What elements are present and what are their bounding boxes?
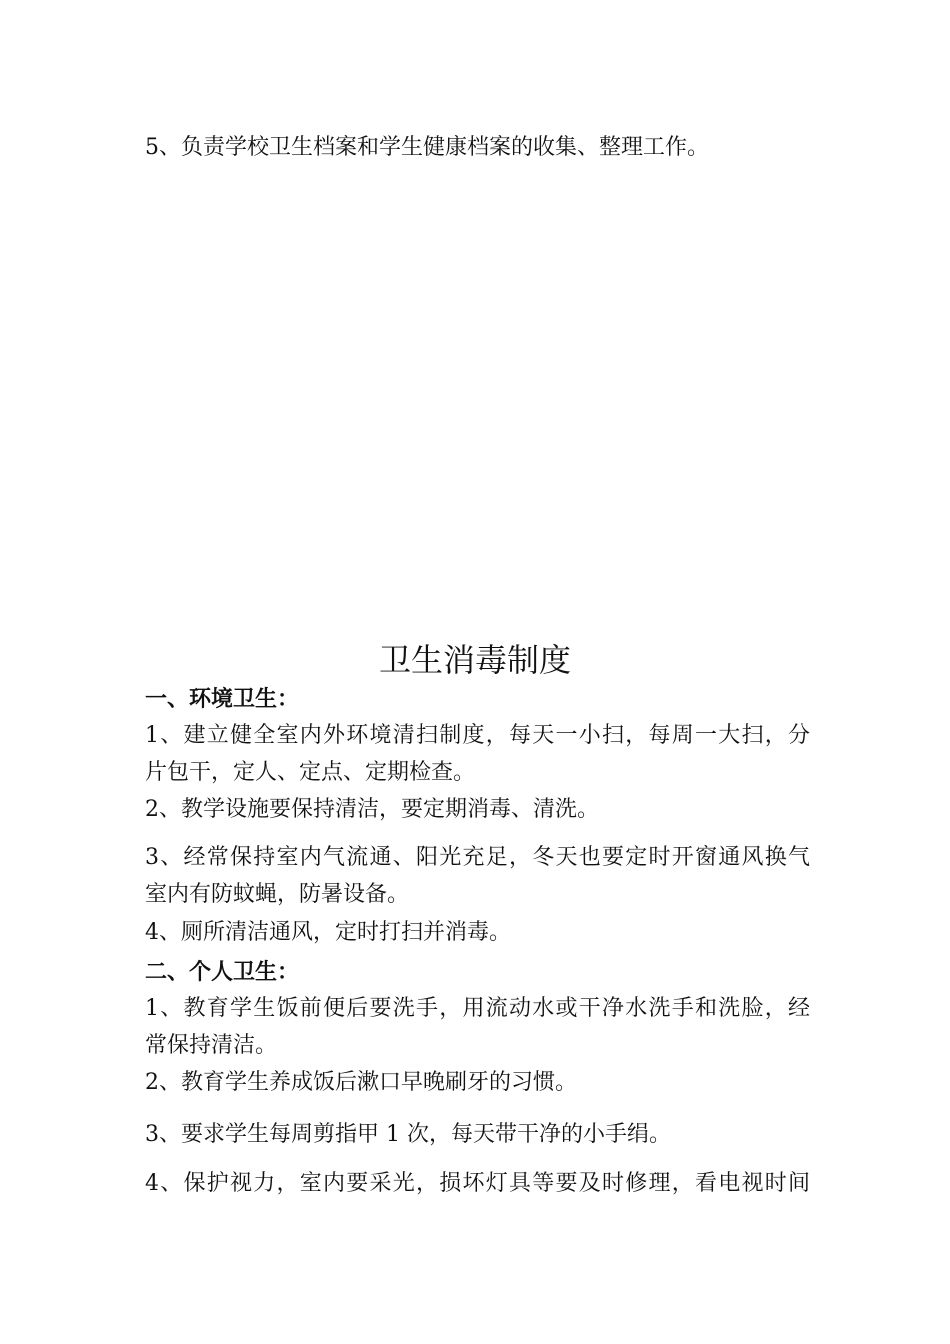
personal-item-2: 2、教育学生养成饭后漱口早晚刷牙的习惯。 <box>145 1070 577 1095</box>
personal-item-3: 3、要求学生每周剪指甲 1 次，每天带干净的小手绢。 <box>145 1122 671 1147</box>
section-heading-personal: 二、个人卫生： <box>145 959 300 985</box>
document-title: 卫生消毒制度 <box>378 641 571 679</box>
environment-item-2: 2、教学设施要保持清洁，要定期消毒、清洗。 <box>145 797 599 822</box>
list-item-5: 5、负责学校卫生档案和学生健康档案的收集、整理工作。 <box>145 135 709 160</box>
environment-item-3-line-2: 室内有防蚊蝇，防暑设备。 <box>145 882 410 907</box>
personal-item-1-line-1: 1、教育学生饭前便后要洗手，用流动水或干净水洗手和洗脸，经 <box>145 996 810 1021</box>
personal-item-1-line-2: 常保持清洁。 <box>145 1033 278 1058</box>
section-heading-environment: 一、环境卫生： <box>145 686 300 712</box>
environment-item-1-line-2: 片包干，定人、定点、定期检查。 <box>145 760 476 785</box>
environment-item-1-line-1: 1、建立健全室内外环境清扫制度，每天一小扫，每周一大扫，分 <box>145 723 810 748</box>
environment-item-3-line-1: 3、经常保持室内气流通、阳光充足，冬天也要定时开窗通风换气 <box>145 845 810 870</box>
personal-item-4-line-1: 4、保护视力，室内要采光，损坏灯具等要及时修理，看电视时间 <box>145 1171 810 1196</box>
environment-item-4: 4、厕所清洁通风，定时打扫并消毒。 <box>145 920 511 945</box>
